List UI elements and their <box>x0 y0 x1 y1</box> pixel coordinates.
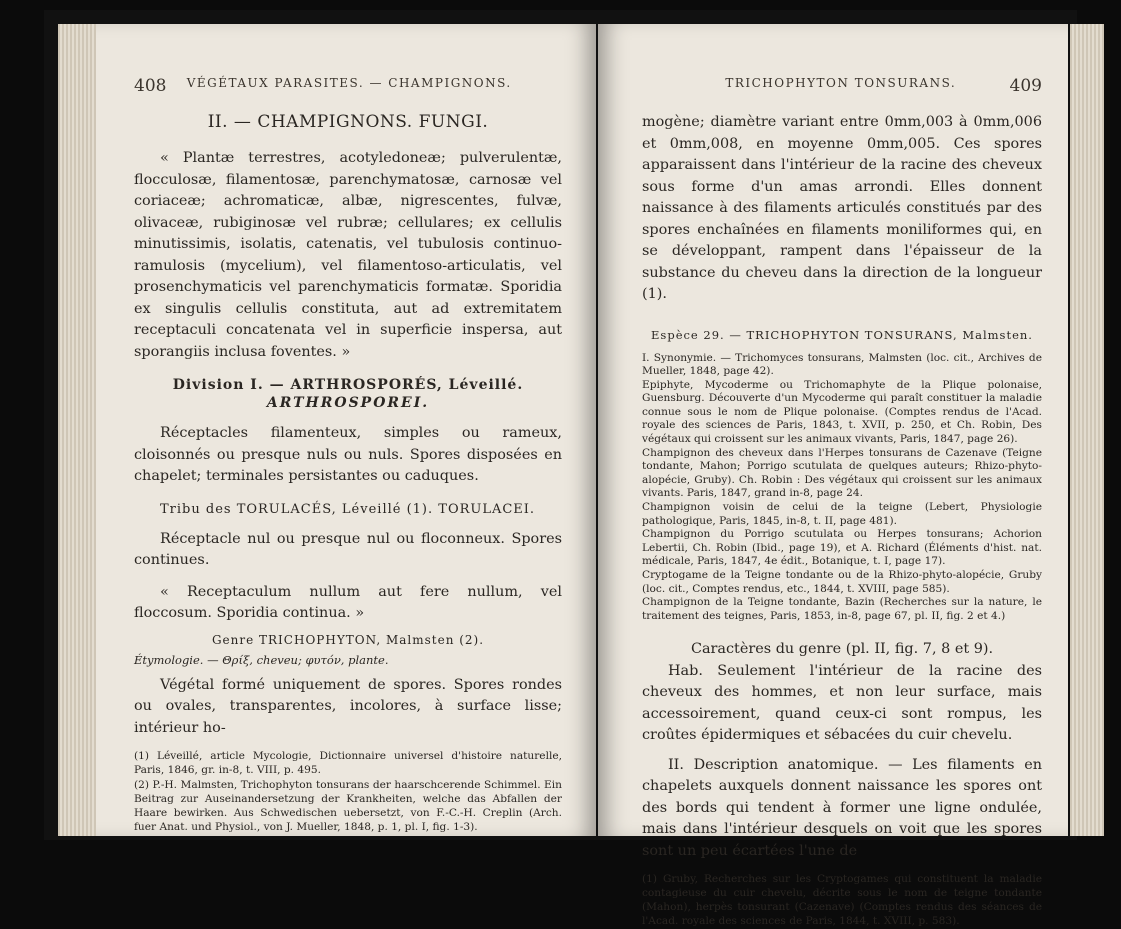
habitat: Hab. Seulement l'intérieur de la racine des cheveux des hommes, et non leur surface, mais accessoirement, quand ceux-ci sont rompus, les croûtes épidermiques et sébacées du cuir chevelu. <box>642 662 1042 744</box>
synonymy-list <box>642 352 1042 624</box>
synonymy-entry: Champignon du Porrigo scutulata ou Herpes tonsurans; Achorion Lebertii, Ch. Robin (Ibid., page 19), et A. Richard (Éléments d'hist. nat. médicale, Paris, 1847, 4e édit., Botanique, t. I, page 17). <box>642 528 1042 568</box>
footnote: (2) P.-H. Malmsten, Trichophyton tonsurans der haarschcerende Schimmel. Ein Beitrag zur Auseinandersetzung der Krankheiten, welche das Abfallen der Haare bewirken. Aus Schwedischen uebersetzt, von F.-C.-H. Creplin (Arch. fuer Anat. und Physiol., von J. Mueller, 1848, p. 1, pl. I, fig. 1-3). <box>134 779 562 833</box>
division-heading: Division I. — ARTHROSPORÉS, Léveillé. <box>172 377 524 393</box>
division-latin-name: ARTHROSPOREI. <box>266 395 430 411</box>
continued-description: mogène; diamètre variant entre 0mm,003 à 0mm,006 et 0mm,008, en moyenne 0mm,005. Ces spores apparaissent dans l'intérieur de la racine des cheveux sous forme d'un amas arrondi. Elles donnent naissance à des filaments articulés constitués par des spores enchaînées en filaments moniliformes qui, en se développant, rampent dans l'épaisseur de la substance du cheveu dans la direction de la longueur (1). <box>642 114 1042 302</box>
page-number: 409 <box>1009 76 1042 96</box>
right-running-head <box>642 76 1042 96</box>
division-description: Réceptacles filamenteux, simples ou rameux, cloisonnés ou presque nuls ou nuls. Spores disposées en chapelet; terminales persistantes ou caduques. <box>134 425 562 484</box>
genus-description: Végétal formé uniquement de spores. Spores rondes ou ovales, transparentes, incolores, à surface lisse; intérieur ho- <box>134 676 562 736</box>
synonymy-entry: Cryptogame de la Teigne tondante ou de la Rhizo-phyto-alopécie, Gruby (loc. cit., Comptes rendus, etc., 1844, t. XVIII, page 585). <box>642 569 1042 595</box>
footnotes <box>642 872 1042 928</box>
left-page <box>96 24 596 836</box>
tribe-heading: Tribu des TORULACÉS, Léveillé (1). TORULACEI. <box>160 501 536 517</box>
open-book <box>44 10 1077 928</box>
running-title: TRICHOPHYTON TONSURANS. <box>725 76 957 90</box>
right-page-edges <box>1070 24 1104 836</box>
tribe-latin: « Receptaculum nullum aut fere nullum, vel floccosum. Sporidia continua. » <box>134 583 562 621</box>
genus-heading: Genre TRICHOPHYTON, Malmsten (2). <box>211 632 485 647</box>
latin-description: « Plantæ terrestres, acotyledoneæ; pulverulentæ, flocculosæ, filamentosæ, parenchymatosæ, carnosæ vel coriaceæ; achromaticæ, albæ, nigrescentes, fulvæ, olivaceæ, rubiginosæ vel rubræ; cellulares; ex cellulis minutissimis, isolatis, catenatis, vel tubulosis continuo-ramulosis (mycelium), vel filamentoso-articulatis, vel prosenchymaticis vel parenchymaticis formatæ. Sporidia ex singulis cellulis constituta, aut ad extremitatem receptaculi concatenata vel in superficie inspersa, aut sporangiis inclusa foventes. » <box>134 150 562 360</box>
synonymy-entry: I. Synonymie. — Trichomyces tonsurans, Malmsten (loc. cit., Archives de Mueller, 1848, page 42). <box>642 351 1042 378</box>
running-title: VÉGÉTAUX PARASITES. — CHAMPIGNONS. <box>186 76 512 90</box>
synonymy-entry: Champignon voisin de celui de la teigne (Lebert, Physiologie pathologique, Paris, 1845, in-8, t. II, page 481). <box>642 501 1042 527</box>
genus-characters: Caractères du genre (pl. II, fig. 7, 8 et 9). <box>690 641 994 658</box>
species-heading: Espèce 29. — TRICHOPHYTON TONSURANS, Malmsten. <box>651 327 1033 342</box>
synonymy-entry: Epiphyte, Mycoderme ou Trichomaphyte de la Plique polonaise, Guensburg. Découverte d'un Mycoderme qui paraît constituer la maladie connue sous le nom de Plique polonaise. (Comptes rendus de l'Acad. royale des sciences de Paris, 1843, t. XVII, p. 250, et Ch. Robin, Des végétaux qui croissent sur les animaux vivants, Paris, 1847, page 26). <box>642 378 1042 446</box>
section-heading: II. — CHAMPIGNONS. FUNGI. <box>207 112 489 132</box>
etymology: Étymologie. — Θρίξ, cheveu; φυτόν, plante. <box>134 652 389 667</box>
tribe-description: Réceptacle nul ou presque nul ou floconneux. Spores continues. <box>134 530 562 568</box>
synonymy-entry: Champignon des cheveux dans l'Herpes tonsurans de Cazenave (Teigne tondante, Mahon; Porrigo scutulata de quelques auteurs; Rhizo-phyto-alopécie, Gruby). Ch. Robin : Des végétaux qui croissent sur les animaux vivants. Paris, 1847, grand in-8, page 24. <box>642 446 1042 500</box>
synonymy-entry: Champignon de la Teigne tondante, Bazin (Recherches sur la nature, le traitement des teignes, Paris, 1853, in-8, page 67, pl. II, fig. 2 et 4.) <box>642 596 1042 622</box>
footnote: (1) Gruby, Recherches sur les Cryptogames qui constituent la maladie contagieuse du cuir chevelu, décrite sous le nom de teigne tondante (Mahon), herpès tonsurant (Cazenave) (Comptes rendus des séances de l'Acad. royale des sciences de Paris, 1844, t. XVIII, p. 583). <box>642 873 1042 928</box>
left-running-head <box>134 76 562 96</box>
footnotes <box>134 749 562 834</box>
page-number: 408 <box>134 76 167 96</box>
footnote: (1) Léveillé, article Mycologie, Dictionnaire universel d'histoire naturelle, Paris, 1846, gr. in-8, t. VIII, p. 495. <box>134 750 562 776</box>
anatomical-description: II. Description anatomique. — Les filaments en chapelets auxquels donnent naissance les spores ont des bords qui tendent à former une ligne ondulée, mais dans l'intérieur desquels on voit que les spores sont un peu écartées l'une de <box>642 756 1042 859</box>
left-page-edges <box>58 24 96 836</box>
right-page <box>598 24 1068 928</box>
